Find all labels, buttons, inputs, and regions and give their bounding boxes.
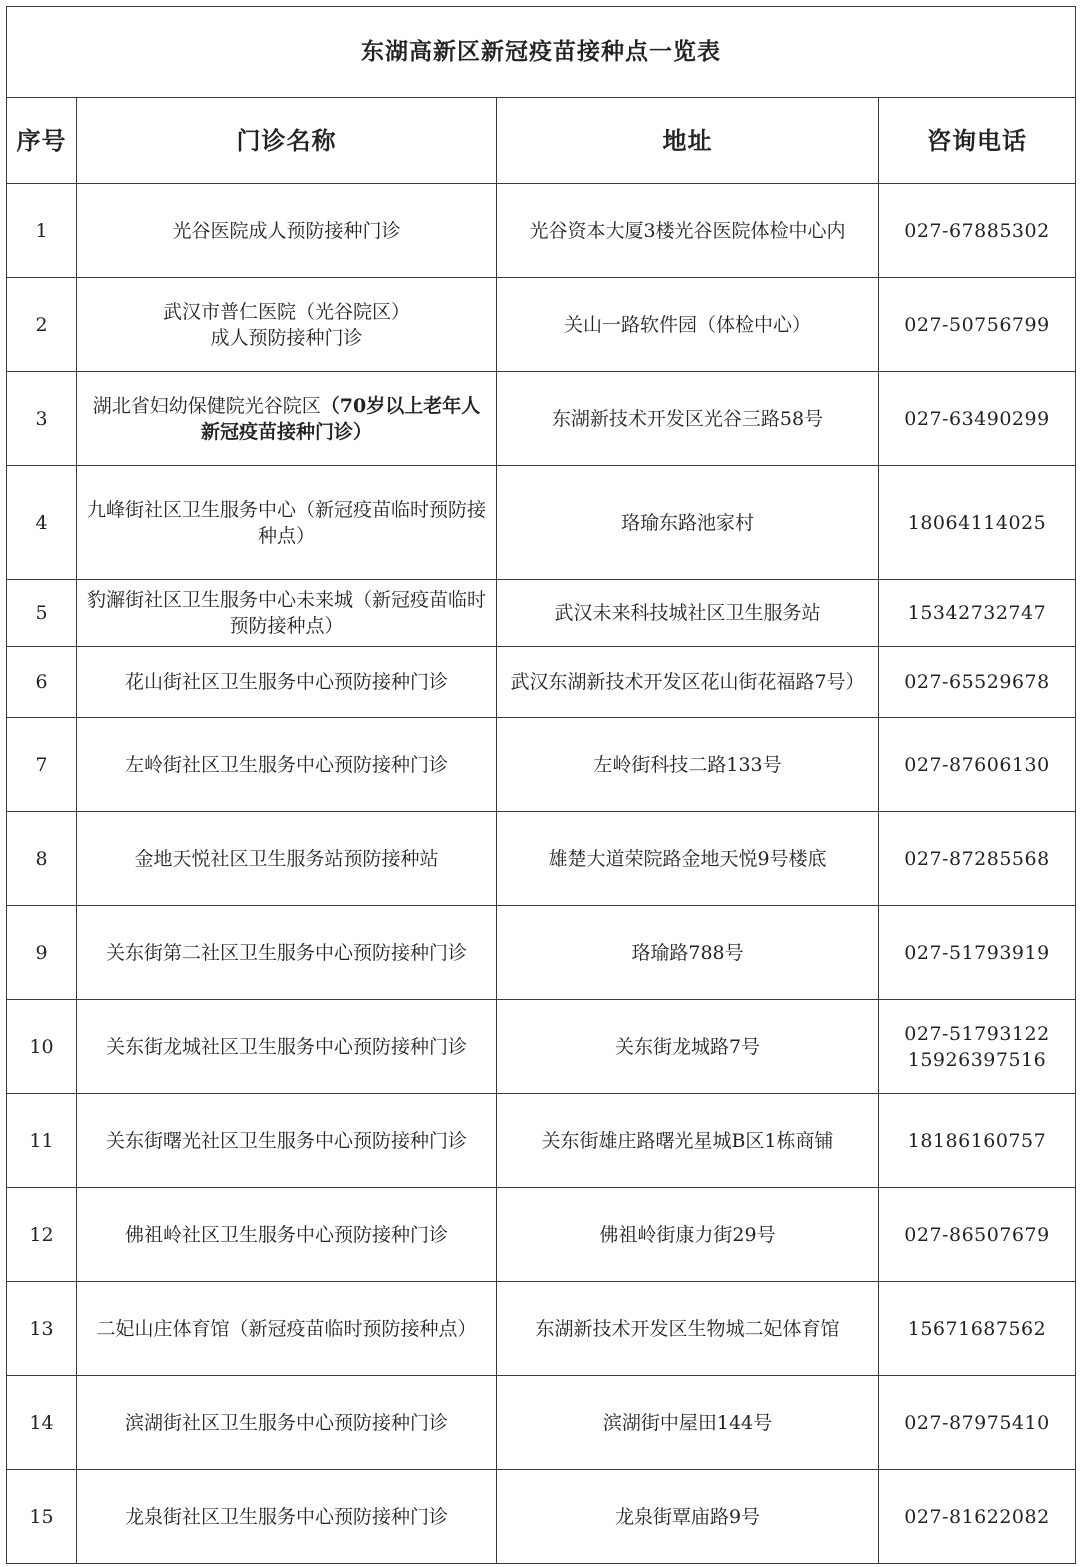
header-row bbox=[7, 98, 1076, 184]
clinic-address: 东湖新技术开发区生物城二妃体育馆 bbox=[497, 1282, 879, 1376]
clinic-name: 九峰街社区卫生服务中心（新冠疫苗临时预防接种点） bbox=[77, 466, 497, 580]
table-row bbox=[7, 1470, 1076, 1564]
clinic-phone-line2: 15926397516 bbox=[907, 1048, 1047, 1071]
row-no: 13 bbox=[7, 1282, 77, 1376]
table-row bbox=[7, 1376, 1076, 1470]
clinic-name-normal: 湖北省妇幼保健院光谷院区 bbox=[92, 394, 321, 417]
clinic-name-bold: （70岁以上老年人新冠疫苗接种门诊） bbox=[200, 394, 481, 443]
header-address: 地址 bbox=[497, 98, 879, 184]
clinic-address: 佛祖岭街康力街29号 bbox=[497, 1188, 879, 1282]
clinic-name bbox=[77, 372, 497, 466]
table-row bbox=[7, 1282, 1076, 1376]
table-row bbox=[7, 580, 1076, 647]
clinic-name: 佛祖岭社区卫生服务中心预防接种门诊 bbox=[77, 1188, 497, 1282]
clinic-name: 滨湖街社区卫生服务中心预防接种门诊 bbox=[77, 1376, 497, 1470]
row-no: 15 bbox=[7, 1470, 77, 1564]
clinic-name: 关东街第二社区卫生服务中心预防接种门诊 bbox=[77, 906, 497, 1000]
table-row bbox=[7, 1094, 1076, 1188]
row-no: 7 bbox=[7, 718, 77, 812]
clinic-name: 左岭街社区卫生服务中心预防接种门诊 bbox=[77, 718, 497, 812]
clinic-phone: 15671687562 bbox=[879, 1282, 1076, 1376]
clinic-address: 关东街雄庄路曙光星城B区1栋商铺 bbox=[497, 1094, 879, 1188]
clinic-address: 珞瑜路788号 bbox=[497, 906, 879, 1000]
clinic-name: 豹澥街社区卫生服务中心未来城（新冠疫苗临时预防接种点） bbox=[77, 580, 497, 647]
table-row bbox=[7, 647, 1076, 718]
clinic-phone: 027-63490299 bbox=[879, 372, 1076, 466]
clinic-phone: 18186160757 bbox=[879, 1094, 1076, 1188]
table-row bbox=[7, 1188, 1076, 1282]
row-no: 2 bbox=[7, 278, 77, 372]
table-row bbox=[7, 466, 1076, 580]
clinic-phone: 027-67885302 bbox=[879, 184, 1076, 278]
table-row bbox=[7, 1000, 1076, 1094]
clinic-address: 滨湖街中屋田144号 bbox=[497, 1376, 879, 1470]
clinic-name: 花山街社区卫生服务中心预防接种门诊 bbox=[77, 647, 497, 718]
clinic-address: 武汉东湖新技术开发区花山街花福路7号） bbox=[497, 647, 879, 718]
row-no: 9 bbox=[7, 906, 77, 1000]
row-no: 5 bbox=[7, 580, 77, 647]
row-no: 3 bbox=[7, 372, 77, 466]
row-no: 8 bbox=[7, 812, 77, 906]
clinic-address: 光谷资本大厦3楼光谷医院体检中心内 bbox=[497, 184, 879, 278]
clinic-phone: 027-50756799 bbox=[879, 278, 1076, 372]
clinic-name: 龙泉街社区卫生服务中心预防接种门诊 bbox=[77, 1470, 497, 1564]
row-no: 12 bbox=[7, 1188, 77, 1282]
clinic-address: 龙泉街覃庙路9号 bbox=[497, 1470, 879, 1564]
clinic-phone: 027-87285568 bbox=[879, 812, 1076, 906]
clinic-address: 关东街龙城路7号 bbox=[497, 1000, 879, 1094]
title-row bbox=[7, 7, 1076, 98]
clinic-name-line2: 成人预防接种门诊 bbox=[210, 326, 363, 349]
row-no: 10 bbox=[7, 1000, 77, 1094]
clinic-name-line1: 武汉市普仁医院（光谷院区） bbox=[162, 300, 410, 323]
row-no: 1 bbox=[7, 184, 77, 278]
header-name: 门诊名称 bbox=[77, 98, 497, 184]
clinic-name bbox=[77, 278, 497, 372]
clinic-phone: 15342732747 bbox=[879, 580, 1076, 647]
clinic-name: 金地天悦社区卫生服务站预防接种站 bbox=[77, 812, 497, 906]
clinic-phone: 027-87606130 bbox=[879, 718, 1076, 812]
table-row bbox=[7, 906, 1076, 1000]
clinic-phone bbox=[879, 1000, 1076, 1094]
clinic-address: 东湖新技术开发区光谷三路58号 bbox=[497, 372, 879, 466]
clinic-name: 光谷医院成人预防接种门诊 bbox=[77, 184, 497, 278]
header-phone: 咨询电话 bbox=[879, 98, 1076, 184]
table-row bbox=[7, 812, 1076, 906]
table-row bbox=[7, 718, 1076, 812]
table-row bbox=[7, 278, 1076, 372]
clinic-name: 关东街龙城社区卫生服务中心预防接种门诊 bbox=[77, 1000, 497, 1094]
clinic-phone: 027-87975410 bbox=[879, 1376, 1076, 1470]
vaccination-sites-table bbox=[6, 6, 1076, 1564]
clinic-name: 关东街曙光社区卫生服务中心预防接种门诊 bbox=[77, 1094, 497, 1188]
header-no: 序号 bbox=[7, 98, 77, 184]
clinic-phone: 027-86507679 bbox=[879, 1188, 1076, 1282]
clinic-address: 武汉未来科技城社区卫生服务站 bbox=[497, 580, 879, 647]
clinic-name: 二妃山庄体育馆（新冠疫苗临时预防接种点） bbox=[77, 1282, 497, 1376]
clinic-address: 左岭街科技二路133号 bbox=[497, 718, 879, 812]
clinic-address: 雄楚大道荣院路金地天悦9号楼底 bbox=[497, 812, 879, 906]
clinic-address: 珞瑜东路池家村 bbox=[497, 466, 879, 580]
row-no: 4 bbox=[7, 466, 77, 580]
clinic-phone-line1: 027-51793122 bbox=[904, 1022, 1050, 1045]
clinic-phone: 18064114025 bbox=[879, 466, 1076, 580]
clinic-address: 关山一路软件园（体检中心） bbox=[497, 278, 879, 372]
row-no: 14 bbox=[7, 1376, 77, 1470]
row-no: 11 bbox=[7, 1094, 77, 1188]
table-title: 东湖高新区新冠疫苗接种点一览表 bbox=[7, 7, 1076, 98]
clinic-phone: 027-51793919 bbox=[879, 906, 1076, 1000]
table-row bbox=[7, 372, 1076, 466]
clinic-phone: 027-81622082 bbox=[879, 1470, 1076, 1564]
row-no: 6 bbox=[7, 647, 77, 718]
clinic-phone: 027-65529678 bbox=[879, 647, 1076, 718]
table-row bbox=[7, 184, 1076, 278]
